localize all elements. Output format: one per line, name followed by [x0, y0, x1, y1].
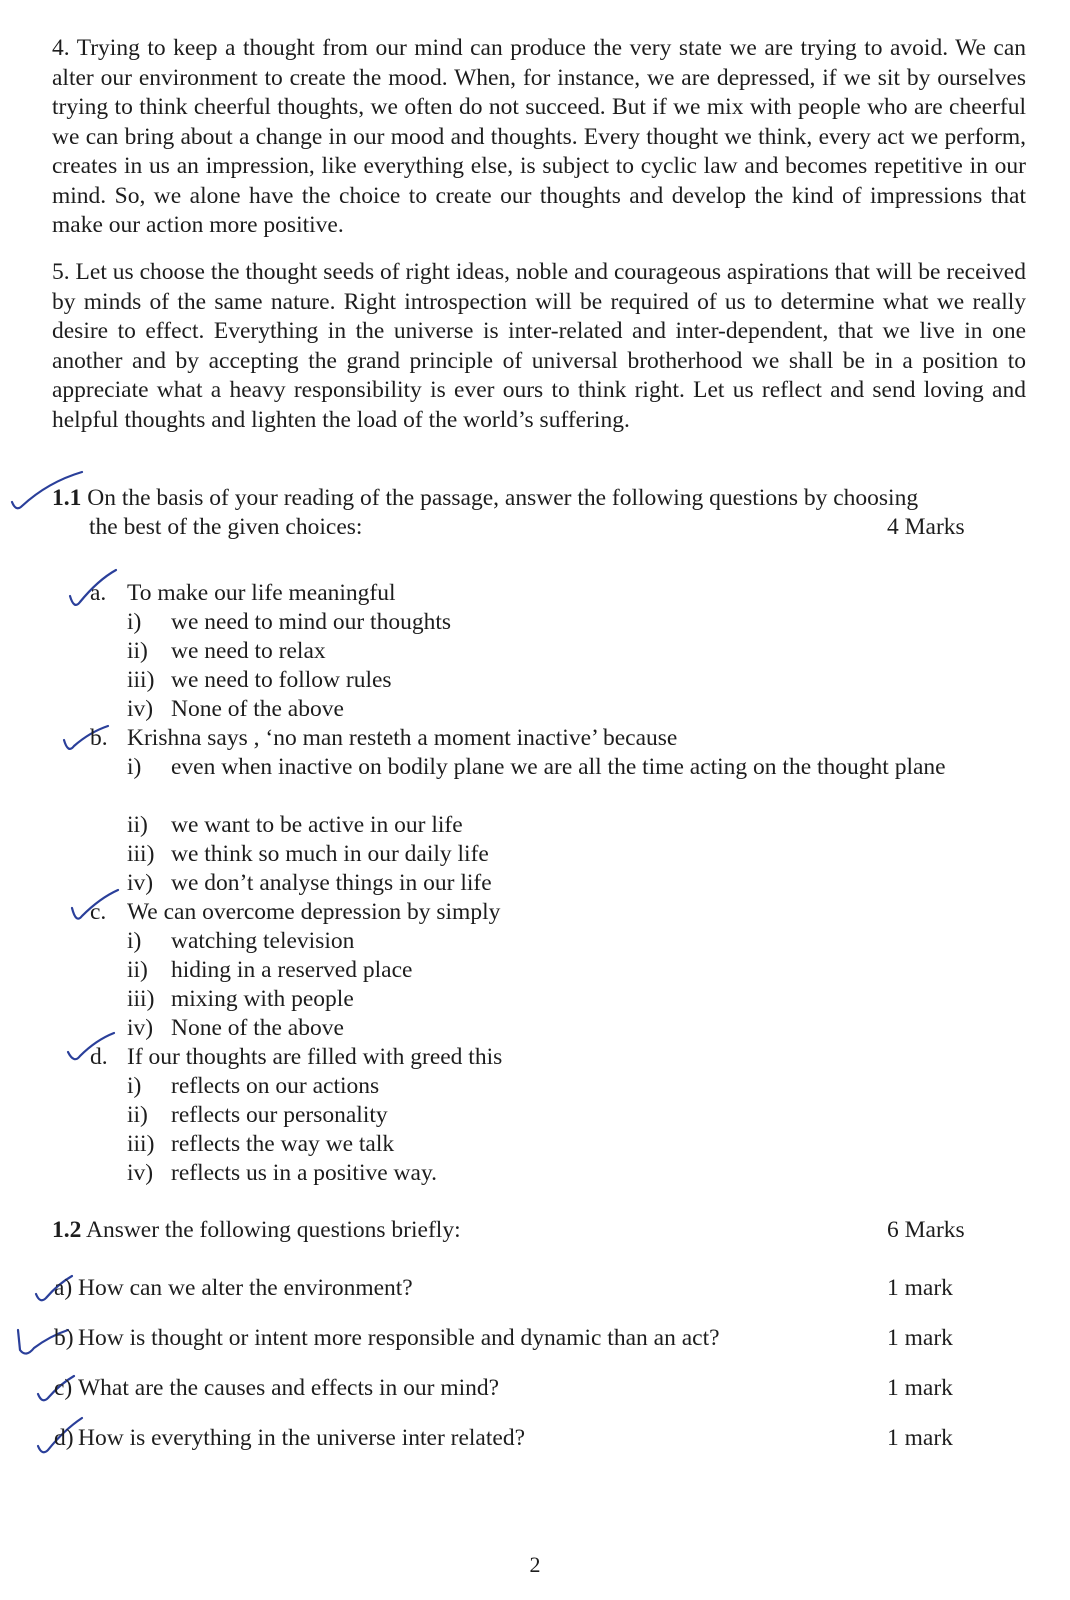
question-letter: a. — [90, 580, 107, 606]
option-number: i) — [127, 1073, 142, 1099]
passage-paragraph-4: 4. Trying to keep a thought from our mind can produce the very state we are trying to avoid. We can alter our environment to create the mood. When, for instance, we are depressed, if we sit by ourselves trying to think cheerful thoughts, we often do not succeed. But if we mix with people who are cheerful we can bring about a change in our mood and thoughts. Every thought we think, every act we perform, creates in us an impression, like everything else, is subject to cyclic law and becomes repetitive in our mind. So, we alone have the choice to create our thoughts and develop the kind of impressions that make our action more positive. — [52, 35, 1026, 238]
option-text: we don’t analyse things in our life — [171, 870, 492, 896]
option-number: ii) — [127, 957, 148, 983]
option-number: ii) — [127, 812, 148, 838]
option-text: we think so much in our daily life — [171, 841, 489, 867]
option-text: we want to be active in our life — [171, 812, 463, 838]
question-marks: 1 mark — [887, 1275, 953, 1301]
question-marks: 1 mark — [887, 1425, 953, 1451]
option-text: hiding in a reserved place — [171, 957, 413, 983]
question-marks: 1 mark — [887, 1325, 953, 1351]
question-letter: d) — [54, 1425, 74, 1451]
option-text: mixing with people — [171, 986, 354, 1012]
question-text: How is thought or intent more responsible and dynamic than an act? — [78, 1325, 720, 1351]
option-text: None of the above — [171, 696, 344, 722]
option-text: we need to relax — [171, 638, 326, 664]
question-stem: Krishna says , ‘no man resteth a moment inactive’ because — [127, 725, 678, 751]
option-number: ii) — [127, 638, 148, 664]
section-1-1-instruction — [52, 484, 1026, 513]
question-marks: 1 mark — [887, 1375, 953, 1401]
option-number: iv) — [127, 870, 154, 896]
question-stem: We can overcome depression by simply — [127, 899, 501, 925]
question-text: What are the causes and effects in our mind? — [78, 1375, 500, 1401]
option-number: ii) — [127, 1102, 148, 1128]
question-letter: b) — [54, 1325, 74, 1351]
passage-paragraph-5: 5. Let us choose the thought seeds of right ideas, noble and courageous aspirations that will be received by minds of the same nature. Right introspection will be required of us to determine what we really desire to effect. Everything in the universe is inter-related and inter-dependent, that we live in one another and by accepting the grand principle of universal brotherhood we shall be in a position to appreciate what a heavy responsibility is ever ours to think right. Let us reflect and send loving and helpful thoughts and lighten the load of the world’s suffering. — [52, 259, 1026, 433]
option-number: iv) — [127, 1160, 154, 1186]
instruction-text: Answer the following questions briefly: — [85, 1217, 461, 1243]
option-number: iv) — [127, 1015, 154, 1041]
question-stem: If our thoughts are filled with greed this — [127, 1044, 503, 1070]
question-letter: c. — [90, 899, 107, 925]
option-text: we need to follow rules — [171, 667, 392, 693]
section-marks: 4 Marks — [887, 514, 965, 540]
section-number: 1.1 — [52, 485, 82, 511]
question-letter: a) — [54, 1275, 73, 1301]
question-stem: To make our life meaningful — [127, 580, 396, 606]
option-number: iii) — [127, 841, 155, 867]
option-text: reflects on our actions — [171, 1073, 380, 1099]
question-letter: d. — [90, 1044, 108, 1070]
section-1-2-instruction — [52, 1216, 1026, 1245]
option-number: i) — [127, 754, 142, 780]
option-number: i) — [127, 609, 142, 635]
question-letter: b. — [90, 725, 108, 751]
option-number: iv) — [127, 696, 154, 722]
instruction-text-cont: the best of the given choices: — [89, 514, 363, 540]
question-text: How is everything in the universe inter related? — [78, 1425, 526, 1451]
section-marks: 6 Marks — [887, 1217, 965, 1243]
question-text: How can we alter the environment? — [78, 1275, 413, 1301]
option-number: iii) — [127, 986, 155, 1012]
option-number: i) — [127, 928, 142, 954]
option-number: iii) — [127, 667, 155, 693]
option-text: even when inactive on bodily plane we are all the time acting on the thought plane — [171, 754, 946, 780]
option-text: we need to mind our thoughts — [171, 609, 452, 635]
option-text: reflects the way we talk — [171, 1131, 395, 1157]
question-letter: c) — [54, 1375, 73, 1401]
option-text: watching television — [171, 928, 355, 954]
instruction-text: On the basis of your reading of the passage, answer the following questions by choosing — [87, 485, 919, 511]
option-text: None of the above — [171, 1015, 344, 1041]
section-number: 1.2 — [52, 1217, 82, 1243]
option-text: reflects our personality — [171, 1102, 388, 1128]
option-number: iii) — [127, 1131, 155, 1157]
page-number: 2 — [529, 1552, 541, 1577]
option-text: reflects us in a positive way. — [171, 1160, 438, 1186]
